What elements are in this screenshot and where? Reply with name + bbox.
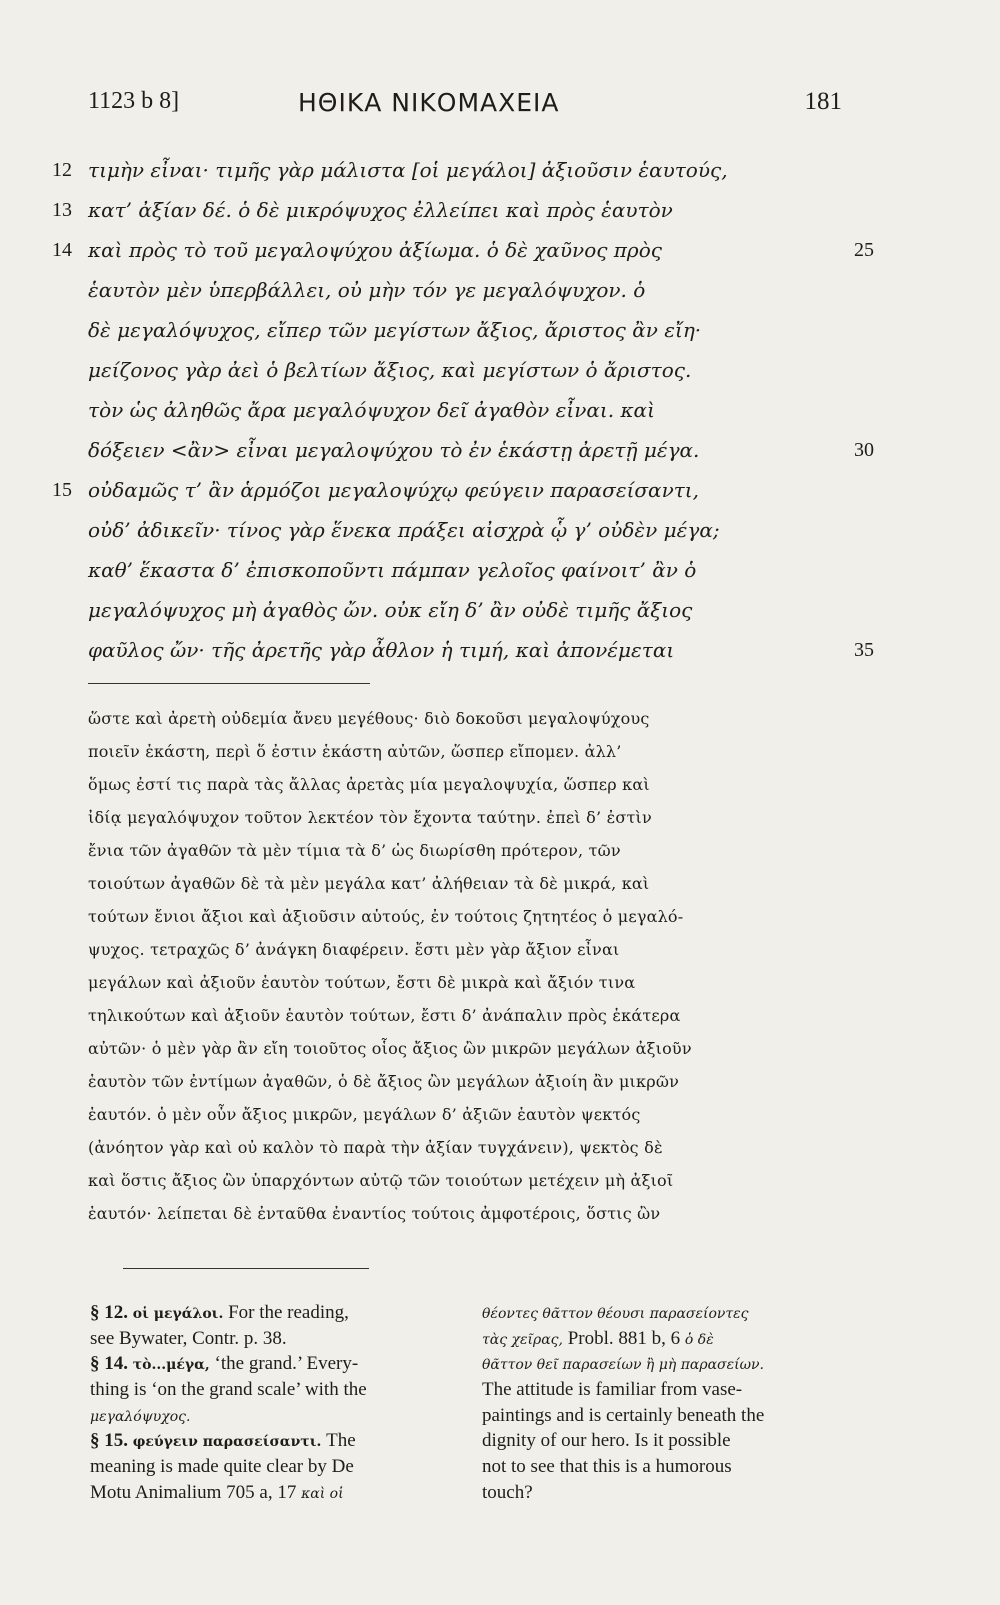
footnote-segment: § 12. (90, 1302, 133, 1323)
line-text: φαῦλος ὤν· τῆς ἀρετῆς γὰρ ἆθλον ἡ τιμή, καὶ ἀπονέμεται (88, 638, 675, 662)
text-line (52, 230, 874, 270)
line-number: 30 (854, 439, 874, 461)
text-line (88, 270, 848, 310)
line-number: 25 (854, 239, 874, 261)
commentary-line: μεγάλων καὶ ἀξιοῦν ἑαυτὸν τούτων, ἔστι δὲ μικρὰ καὶ ἄξιόν τινα (88, 973, 636, 992)
line-text: κατ’ ἀξίαν δέ. ὁ δὲ μικρόψυχος ἐλλείπει καὶ πρὸς ἑαυτὸν (88, 198, 673, 222)
commentary-line: ὥστε καὶ ἀρετὴ οὐδεμία ἄνευ μεγέθους· διὸ δοκοῦσι μεγαλοψύχους (88, 709, 650, 728)
footnote-segment: οἱ μεγάλοι. (132, 1306, 224, 1322)
greek-main-text (52, 150, 874, 670)
line-text: οὐδ’ ἀδικεῖν· τίνος γὰρ ἕνεκα πράξει αἰσχρὰ ᾧ γ’ οὐδὲν μέγα; (88, 518, 720, 542)
footnote-segment: μεγαλόψυχος. (90, 1408, 191, 1425)
commentary-text (88, 702, 848, 1230)
footnote-segment: θέοντες θᾶττον θέουσι παρασείοντες (482, 1306, 749, 1322)
commentary-line: ψυχος. τετραχῶς δ’ ἀνάγκη διαφέρειν. ἔστι μὲν γὰρ ἄξιον εἶναι (88, 940, 620, 959)
footnote-segment: Motu Animalium 705 a, 17 (90, 1481, 302, 1503)
commentary-line: καὶ ὅστις ἄξιος ὢν ὑπαρχόντων αὐτῷ τῶν τοιούτων μετέχειν μὴ ἀξιοῖ (88, 1171, 674, 1190)
commentary-line: τούτων ἔνιοι ἄξιοι καὶ ἀξιοῦσιν αὑτούς, ἐν τούτοις ζητητέος ὁ μεγαλό- (88, 907, 684, 926)
text-line (88, 550, 848, 590)
footnotes-left-column (90, 1300, 450, 1506)
line-text: ἑαυτὸν μὲν ὑπερβάλλει, οὐ μὴν τόν γε μεγαλόψυχον. ὁ (88, 278, 646, 302)
footnote-segment: καὶ οἱ (301, 1485, 344, 1502)
footnote-segment: θᾶττον θεῖ παρασείων ἢ μὴ παρασείων. (482, 1357, 764, 1374)
line-number: 35 (854, 639, 874, 661)
footnote-segment: Probl. 881 b, 6 (562, 1327, 685, 1349)
footnote-segment: For the reading, (223, 1302, 349, 1323)
footnote-segment: see Bywater, Contr. p. 38. (90, 1327, 287, 1349)
footnote-segment: thing is ‘on the grand scale’ with the (90, 1379, 367, 1401)
text-line (52, 150, 848, 190)
text-line (52, 470, 848, 510)
footnote-segment: ‘the grand.’ Every- (209, 1353, 359, 1375)
text-line (52, 190, 848, 230)
line-text: δὲ μεγαλόψυχος, εἴπερ τῶν μεγίστων ἄξιος, ἄριστος ἂν εἴη· (88, 318, 702, 342)
footnote-line (90, 1326, 450, 1352)
footnote-line (90, 1377, 450, 1403)
footnote-segment: § 15. (90, 1430, 133, 1452)
footnote-segment: The (321, 1430, 356, 1452)
notes-divider (123, 1268, 369, 1269)
line-text: καθ’ ἕκαστα δ’ ἐπισκοποῦντι πάμπαν γελοῖος φαίνοιτ’ ἂν ὁ (88, 558, 697, 582)
line-text: μείζονος γὰρ ἀεὶ ὁ βελτίων ἄξιος, καὶ μεγίστων ὁ ἄριστος. (88, 358, 692, 382)
footnote-segment: The attitude is familiar from vase- (482, 1379, 743, 1401)
footnote-segment: φεύγειν παρασείσαντι. (132, 1434, 322, 1451)
commentary-line: τοιούτων ἀγαθῶν δὲ τὰ μὲν μεγάλα κατ’ ἀλήθειαν τὰ δὲ μικρά, καὶ (88, 874, 650, 893)
footnotes-right-column (482, 1300, 842, 1506)
footnote-line (482, 1480, 842, 1506)
section-number: 15 (52, 479, 72, 501)
line-text: καὶ πρὸς τὸ τοῦ μεγαλοψύχου ἀξίωμα. ὁ δὲ χαῦνος πρὸς (88, 238, 662, 262)
line-text: τιμὴν εἶναι· τιμῆς γὰρ μάλιστα [οἱ μεγάλοι] ἀξιοῦσιν ἑαυτούς, (88, 158, 728, 182)
footnote-line (482, 1351, 842, 1377)
footnote-line (90, 1480, 450, 1506)
footnote-line (482, 1454, 842, 1480)
text-line (88, 630, 874, 670)
footnote-line (90, 1300, 450, 1326)
commentary-line: ἑαυτόν. ὁ μὲν οὖν ἄξιος μικρῶν, μεγάλων δ’ ἀξιῶν ἑαυτὸν ψεκτός (88, 1105, 641, 1124)
footnote-segment: τὸ...μέγα, (132, 1357, 210, 1374)
footnote-segment: paintings and is certainly beneath the (482, 1404, 765, 1426)
text-line (88, 430, 874, 470)
commentary-line: αὐτῶν· ὁ μὲν γὰρ ἂν εἴη τοιοῦτος οἷος ἄξιος ὢν μικρῶν μεγάλων ἀξιοῦν (88, 1039, 692, 1058)
running-title: ΗΘΙΚΑ ΝΙΚΟΜΑΧΕΙΑ (298, 88, 560, 117)
footnote-line (482, 1326, 842, 1352)
commentary-line: ἑαυτὸν τῶν ἐντίμων ἀγαθῶν, ὁ δὲ ἄξιος ὢν μεγάλων ἀξιοίη ἂν μικρῶν (88, 1072, 680, 1091)
text-line (88, 590, 848, 630)
page-number: 181 (804, 88, 842, 115)
footnote-line (90, 1454, 450, 1480)
section-number: 12 (52, 159, 72, 181)
text-line (88, 350, 848, 390)
footnote-line (90, 1428, 450, 1454)
running-reference: 1123 b 8] (88, 88, 180, 114)
footnote-segment: τὰς χεῖρας, (482, 1331, 563, 1348)
section-number: 14 (52, 239, 72, 261)
line-text: δόξειεν <ἂν> εἶναι μεγαλοψύχου τὸ ἐν ἑκάστῃ ἀρετῇ μέγα. (88, 438, 700, 462)
footnote-segment: § 14. (90, 1353, 133, 1375)
line-text: οὐδαμῶς τ’ ἂν ἁρμόζοι μεγαλοψύχῳ φεύγειν παρασείσαντι, (88, 478, 699, 502)
commentary-line: ἑαυτόν· λείπεται δὲ ἐνταῦθα ἐναντίος τούτοις ἀμφοτέροις, ὅστις ὢν (88, 1204, 661, 1223)
footnote-segment: dignity of our hero. Is it possible (482, 1430, 731, 1452)
footnote-line (90, 1351, 450, 1377)
page-header (88, 88, 840, 128)
section-number: 13 (52, 199, 72, 221)
line-text: τὸν ὡς ἀληθῶς ἄρα μεγαλόψυχον δεῖ ἀγαθὸν εἶναι. καὶ (88, 398, 655, 422)
commentary-line: (ἀνόητον γὰρ καὶ οὐ καλὸν τὸ παρὰ τὴν ἀξίαν τυγχάνειν), ψεκτὸς δὲ (88, 1138, 663, 1157)
text-line (88, 510, 848, 550)
text-line (88, 390, 848, 430)
footnote-line (482, 1377, 842, 1403)
footnote-segment: touch? (482, 1481, 533, 1503)
footnote-segment: ὁ δὲ (684, 1331, 714, 1348)
footnote-segment: meaning is made quite clear by De (90, 1456, 354, 1478)
text-line (88, 310, 848, 350)
footnote-line (90, 1403, 450, 1429)
line-text: μεγαλόψυχος μὴ ἀγαθὸς ὤν. οὐκ εἴη δ’ ἂν οὐδὲ τιμῆς ἄξιος (88, 598, 693, 622)
text-divider (88, 683, 370, 684)
commentary-line: τηλικούτων καὶ ἀξιοῦν ἑαυτὸν τούτων, ἔστι δ’ ἀνάπαλιν πρὸς ἑκάτερα (88, 1006, 681, 1025)
commentary-line: ὅμως ἐστί τις παρὰ τὰς ἄλλας ἀρετὰς μία μεγαλοψυχία, ὥσπερ καὶ (88, 775, 650, 794)
footnote-segment: not to see that this is a humorous (482, 1456, 732, 1478)
footnote-line (482, 1428, 842, 1454)
commentary-line: ἔνια τῶν ἀγαθῶν τὰ μὲν τίμια τὰ δ’ ὡς διωρίσθη πρότερον, τῶν (88, 841, 621, 860)
footnote-line (482, 1300, 842, 1326)
commentary-line: ἰδίᾳ μεγαλόψυχον τοῦτον λεκτέον τὸν ἔχοντα ταύτην. ἐπεὶ δ’ ἐστὶν (88, 808, 652, 827)
commentary-line: ποιεῖν ἑκάστη, περὶ ὅ ἐστιν ἑκάστη αὐτῶν, ὥσπερ εἴπομεν. ἀλλ’ (88, 742, 622, 761)
footnote-line (482, 1403, 842, 1429)
